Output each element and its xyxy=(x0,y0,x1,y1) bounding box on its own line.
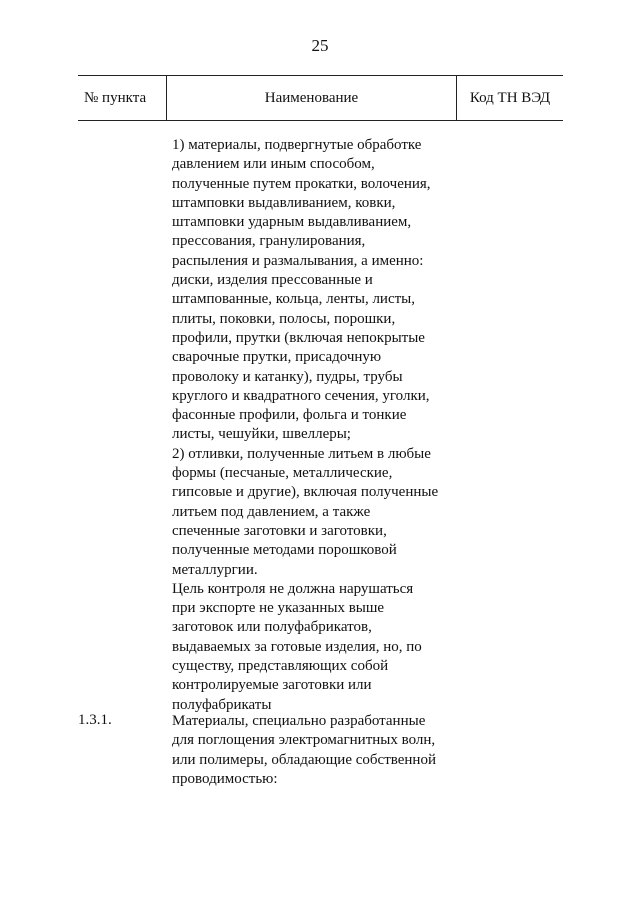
text-line: литьем под давлением, а также xyxy=(172,503,371,520)
text-line: 1) материалы, подвергнутые обработке xyxy=(172,137,422,153)
continuation-text xyxy=(172,136,472,715)
text-line: прессования, гранулирования, xyxy=(172,233,366,250)
column-header-code: Код ТН ВЭД xyxy=(469,89,551,106)
text-line: штамповки выдавливанием, ковки, xyxy=(172,194,396,211)
text-line: 2) отливки, полученные литьем в любые xyxy=(172,445,431,462)
text-line: заготовок или полуфабрикатов, xyxy=(172,619,372,636)
text-line: формы (песчаные, металлические, xyxy=(172,465,393,482)
text-line: штампованные, кольца, ленты, листы, xyxy=(172,291,415,308)
column-header-number: № пункта xyxy=(78,76,167,120)
text-line: существу, представляющих собой xyxy=(172,658,389,675)
text-line: полуфабрикаты xyxy=(172,696,272,713)
text-line: при экспорте не указанных выше xyxy=(172,600,385,617)
text-line: выдаваемых за готовые изделия, но, по xyxy=(172,638,422,655)
text-line: для поглощения электромагнитных волн, xyxy=(172,732,436,749)
text-line: Материалы, специально разработанные xyxy=(172,713,426,729)
text-line: плиты, поковки, полосы, порошки, xyxy=(172,310,396,327)
text-line: полученные методами порошковой xyxy=(172,542,397,559)
item-number: 1.3.1. xyxy=(78,712,112,728)
text-line: распыления и размалывания, а именно: xyxy=(172,252,424,269)
text-line: профили, прутки (включая непокрытые xyxy=(172,329,425,346)
text-line: проволоку и катанку), пудры, трубы xyxy=(172,368,403,385)
text-line: гипсовые и другие), включая полученные xyxy=(172,484,439,501)
item-description xyxy=(172,712,472,789)
text-line: контролируемые заготовки или xyxy=(172,677,372,694)
text-line: штамповки ударным выдавливанием, xyxy=(172,214,412,231)
text-line: или полимеры, обладающие собственной xyxy=(172,751,436,768)
page-number: 25 xyxy=(311,36,329,55)
table-header xyxy=(78,75,563,121)
text-line: сварочные прутки, присадочную xyxy=(172,349,382,366)
text-line: спеченные заготовки и заготовки, xyxy=(172,522,387,539)
text-line: Цель контроля не должна нарушаться xyxy=(172,580,414,597)
text-line: металлургии. xyxy=(172,561,258,578)
text-line: листы, чешуйки, швеллеры; xyxy=(172,426,351,443)
column-header-name: Наименование xyxy=(167,76,457,120)
text-line: проводимостью: xyxy=(172,770,278,787)
text-line: диски, изделия прессованные и xyxy=(172,272,373,289)
text-line: фасонные профили, фольга и тонкие xyxy=(172,407,407,424)
text-line: круглого и квадратного сечения, уголки, xyxy=(172,387,430,404)
text-line: давлением или иным способом, xyxy=(172,156,375,173)
text-line: полученные путем прокатки, волочения, xyxy=(172,175,431,192)
